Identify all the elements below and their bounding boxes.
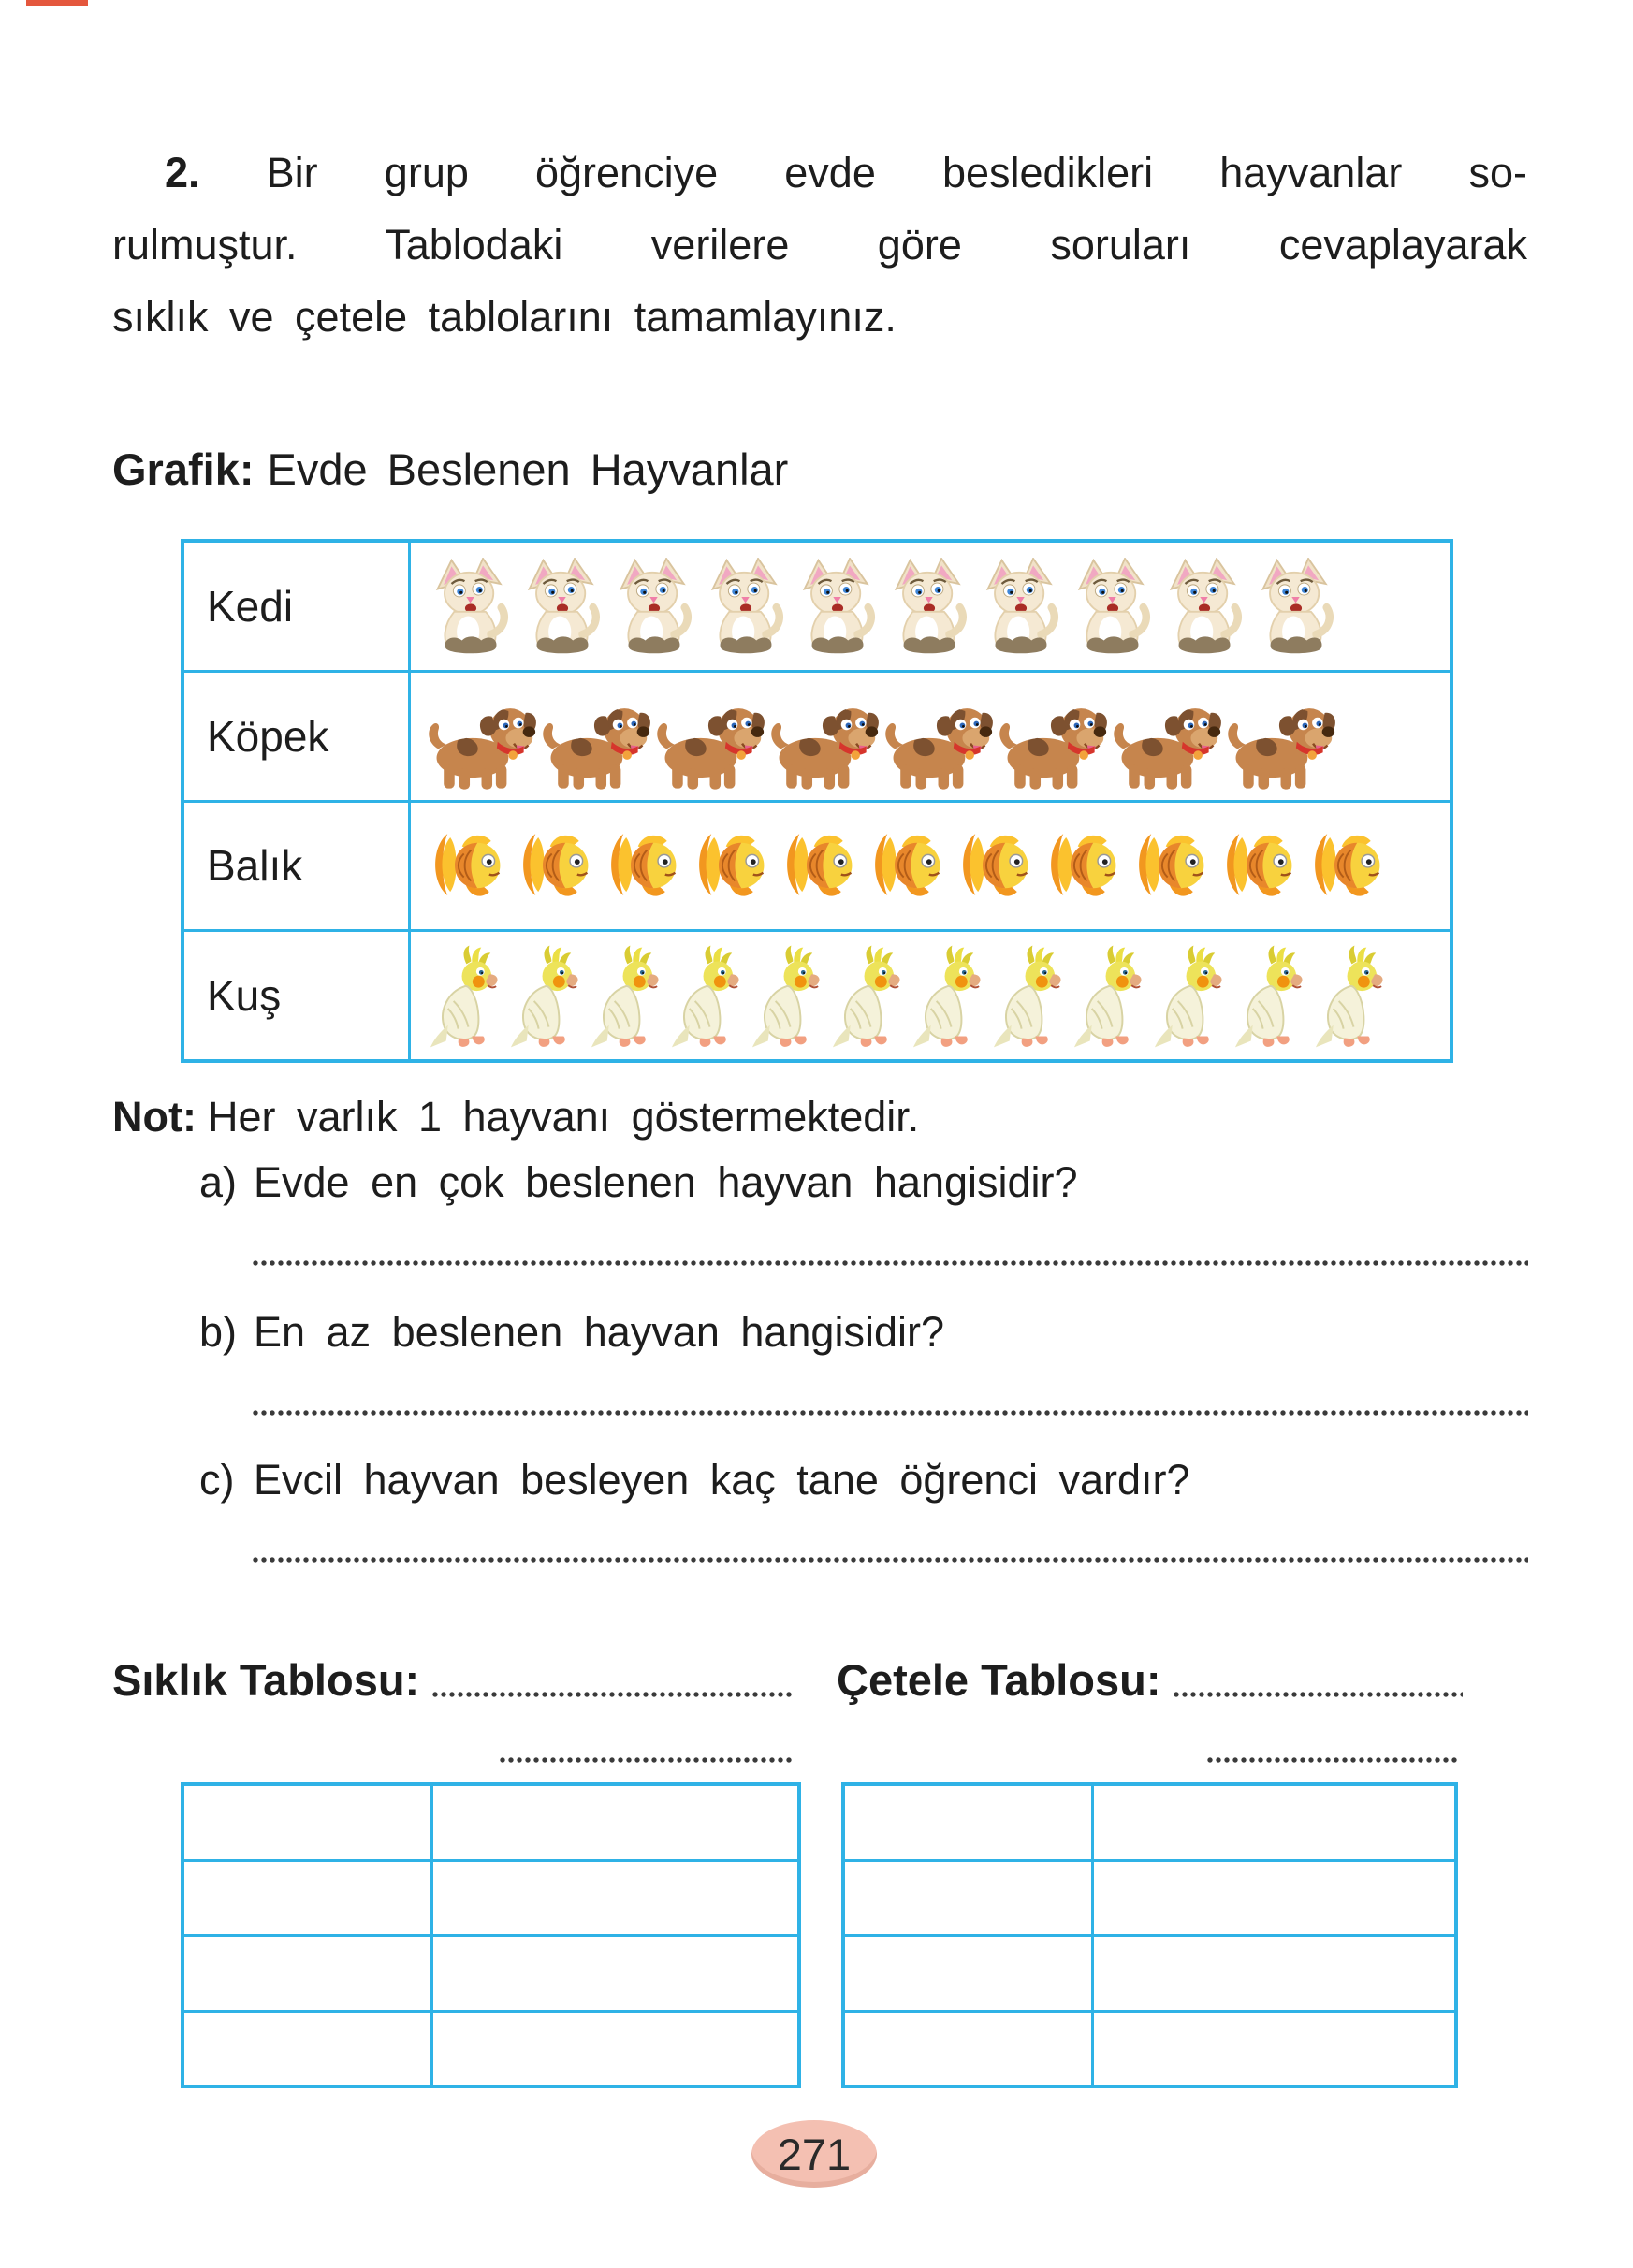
- empty-cell: [184, 2013, 433, 2086]
- empty-row: [845, 2013, 1454, 2086]
- dog-icon: [1111, 702, 1223, 791]
- problem-line-text: sıklık ve çetele tablolarını tamamlayınız.: [112, 293, 897, 341]
- bird-icon: [909, 945, 987, 1050]
- tally-table-heading: [837, 1654, 1463, 1706]
- pictograph-row: [184, 673, 1450, 803]
- cat-icon: [1159, 558, 1249, 661]
- tally-title-line: [1207, 1757, 1458, 1763]
- fish-icon: [1130, 828, 1216, 903]
- question-a: [199, 1158, 1538, 1207]
- graph-heading: [112, 443, 788, 495]
- problem-line: [112, 209, 1527, 281]
- bird-icon: [1070, 945, 1148, 1050]
- cat-icon: [793, 558, 882, 661]
- fish-icon: [778, 828, 864, 903]
- empty-cell: [433, 2013, 797, 2086]
- fish-icon: [866, 828, 952, 903]
- note-line: [112, 1093, 919, 1141]
- fish-icon: [602, 828, 688, 903]
- empty-cell: [433, 1786, 797, 1859]
- heading-dotted-fill: [1174, 1692, 1463, 1697]
- empty-cell: [1094, 1937, 1454, 2010]
- bird-icon: [506, 945, 585, 1050]
- problem-statement: [112, 137, 1527, 353]
- empty-cell: [1094, 1786, 1454, 1859]
- dog-icon: [1225, 702, 1337, 791]
- fish-icon: [426, 828, 512, 903]
- bird-icon: [587, 945, 665, 1050]
- dog-icon: [997, 702, 1109, 791]
- empty-row: [845, 1786, 1454, 1862]
- empty-cell: [433, 1937, 797, 2010]
- bird-icon: [1150, 945, 1229, 1050]
- answer-line-b: [253, 1410, 1528, 1416]
- empty-cell: [845, 2013, 1094, 2086]
- cat-icon: [1068, 558, 1158, 661]
- question-b: [199, 1308, 1538, 1357]
- bird-icon: [1231, 945, 1309, 1050]
- tally-table-label: Çetele Tablosu:: [837, 1655, 1161, 1705]
- empty-cell: [184, 1862, 433, 1935]
- graph-title: Evde Beslenen Hayvanlar: [267, 444, 789, 494]
- empty-cell: [184, 1937, 433, 2010]
- answer-line-a: [253, 1260, 1528, 1266]
- dog-icon: [426, 702, 538, 791]
- page-number: 271: [777, 2129, 852, 2179]
- dog-icon: [882, 702, 995, 791]
- fish-icon: [1305, 828, 1392, 903]
- question-id: c): [199, 1456, 235, 1504]
- problem-line: [112, 137, 1527, 209]
- empty-row: [184, 2013, 797, 2086]
- empty-row: [845, 1937, 1454, 2013]
- row-label: Kedi: [184, 543, 411, 670]
- problem-line: [112, 281, 1527, 353]
- fish-icon: [1217, 828, 1304, 903]
- row-icons: [411, 543, 1450, 670]
- empty-cell: [1094, 1862, 1454, 1935]
- row-icons: [411, 803, 1450, 930]
- bird-icon: [828, 945, 907, 1050]
- cat-icon: [976, 558, 1066, 661]
- bird-icon: [989, 945, 1068, 1050]
- question-text: Evcil hayvan besleyen kaç tane öğrenci vardır?: [254, 1456, 1190, 1504]
- bird-icon: [1311, 945, 1390, 1050]
- pictograph-table: [181, 539, 1453, 1063]
- row-icons: [411, 932, 1450, 1059]
- empty-cell: [1094, 2013, 1454, 2086]
- bird-icon: [748, 945, 826, 1050]
- question-id: a): [199, 1158, 238, 1206]
- empty-cell: [845, 1937, 1094, 2010]
- cat-icon: [884, 558, 974, 661]
- row-icons: [411, 673, 1450, 800]
- question-text: En az beslenen hayvan hangisidir?: [254, 1308, 944, 1356]
- empty-cell: [184, 1786, 433, 1859]
- bird-icon: [426, 945, 504, 1050]
- dog-icon: [654, 702, 766, 791]
- fish-icon: [1042, 828, 1128, 903]
- empty-row: [184, 1937, 797, 2013]
- pictograph-row: [184, 803, 1450, 933]
- graph-label: Grafik:: [112, 444, 255, 494]
- question-c: [199, 1456, 1538, 1505]
- frequency-table-label: Sıklık Tablosu:: [112, 1655, 420, 1705]
- row-label: Balık: [184, 803, 411, 930]
- bird-icon: [667, 945, 746, 1050]
- note-text: Her varlık 1 hayvanı göstermektedir.: [207, 1093, 920, 1141]
- problem-line-text: rulmuştur. Tablodaki verilere göre soruları cevaplayarak: [112, 221, 1527, 269]
- heading-dotted-fill: [432, 1692, 792, 1697]
- fish-icon: [514, 828, 600, 903]
- dog-icon: [768, 702, 881, 791]
- problem-line-text: Bir grup öğrenciye evde besledikleri hayvanlar so-: [266, 149, 1527, 196]
- row-label: Kuş: [184, 932, 411, 1059]
- empty-cell: [845, 1786, 1094, 1859]
- answer-line-c: [253, 1557, 1528, 1563]
- cat-icon: [518, 558, 607, 661]
- frequency-title-line: [500, 1757, 792, 1763]
- empty-cell: [845, 1862, 1094, 1935]
- pictograph-row: [184, 543, 1450, 673]
- question-id: b): [199, 1308, 238, 1356]
- tally-table: [841, 1782, 1458, 2088]
- empty-cell: [433, 1862, 797, 1935]
- empty-row: [184, 1786, 797, 1862]
- fish-icon: [690, 828, 776, 903]
- cat-icon: [609, 558, 699, 661]
- question-text: Evde en çok beslenen hayvan hangisidir?: [254, 1158, 1078, 1206]
- cat-icon: [426, 558, 516, 661]
- page-edge-mark: [26, 0, 88, 6]
- frequency-table: [181, 1782, 801, 2088]
- pictograph-row: [184, 932, 1450, 1059]
- note-label: Not:: [112, 1093, 197, 1141]
- fish-icon: [954, 828, 1040, 903]
- empty-row: [845, 1862, 1454, 1938]
- cat-icon: [1251, 558, 1341, 661]
- cat-icon: [701, 558, 791, 661]
- row-label: Köpek: [184, 673, 411, 800]
- frequency-table-heading: [112, 1654, 792, 1706]
- dog-icon: [540, 702, 652, 791]
- problem-number: 2.: [165, 149, 200, 196]
- empty-row: [184, 1862, 797, 1938]
- page-number-badge: [751, 2120, 877, 2188]
